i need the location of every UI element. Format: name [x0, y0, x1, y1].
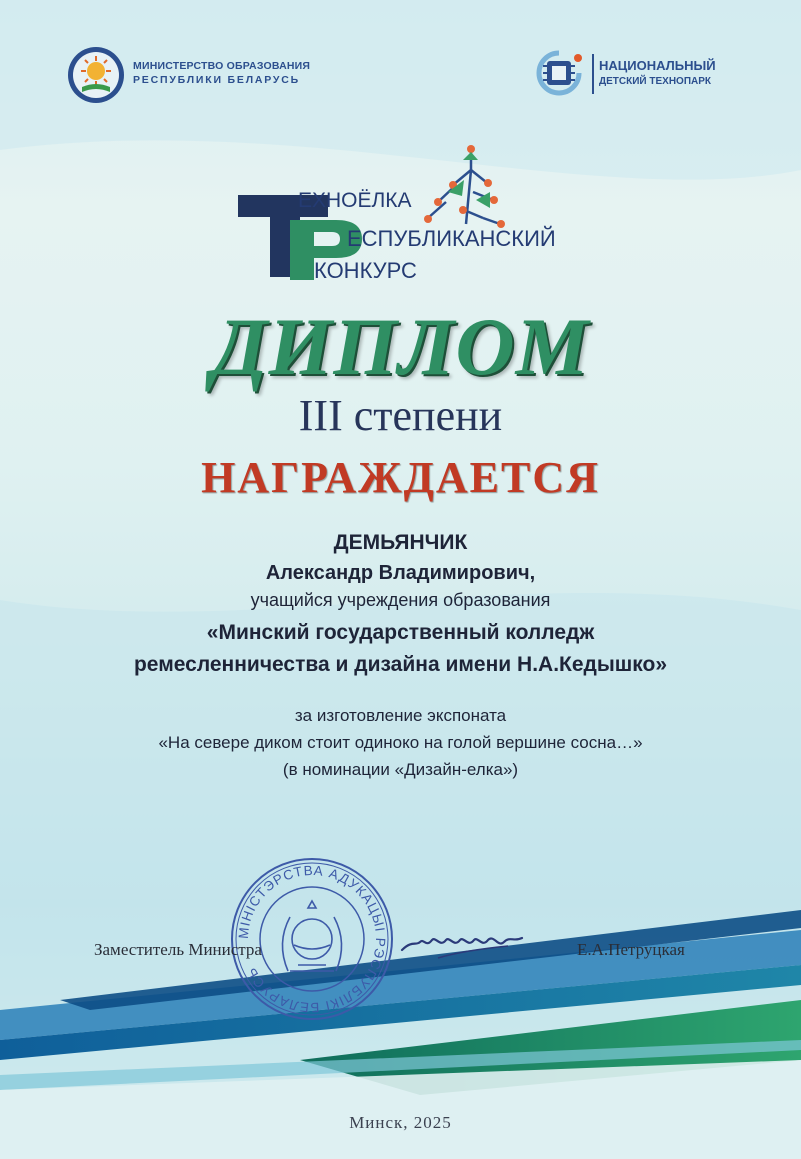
handwritten-signature	[398, 918, 528, 968]
svg-text:МІНІСТЭРСТВА АДУКАЦЫІ РЭСПУБЛІ	[236, 863, 388, 1015]
institution-line-2: ремесленничества и дизайна имени Н.А.Кедышко»	[133, 653, 668, 676]
stamp-ring-text: МІНІСТЭРСТВА АДУКАЦЫІ РЭСПУБЛІКІ БЕЛАРУСЬ	[235, 862, 389, 1016]
technopark-chip-icon	[533, 49, 585, 97]
reason-line-1: за изготовление экспоната	[294, 706, 507, 725]
contest-line-3: КОНКУРС	[314, 258, 417, 283]
awarded-heading: НАГРАЖДАЕТСЯ	[201, 453, 600, 502]
technopark-line-2: ДЕТСКИЙ ТЕХНОПАРК	[599, 76, 712, 87]
signer-name: Е.А.Петруцкая	[577, 940, 685, 959]
contest-line-1: ЕХНОЁЛКА	[298, 189, 412, 212]
recipient-name: Александр Владимирович,	[265, 562, 536, 584]
recipient-role: учащийся учреждения образования	[250, 590, 551, 610]
signature-position: Заместитель Министра	[94, 940, 262, 959]
city-year: Минск, 2025	[349, 1113, 452, 1132]
diploma-title: ДИПЛОМ	[211, 301, 590, 392]
ministry-emblem-icon	[66, 45, 126, 105]
technopark-line-1: НАЦИОНАЛЬНЫЙ	[599, 58, 716, 73]
institution-line-1: «Минский государственный колледж	[206, 621, 595, 644]
ministry-name	[133, 60, 333, 86]
ministry-line-2: РЕСПУБЛИКИ БЕЛАРУСЬ	[133, 74, 300, 86]
official-stamp	[228, 853, 396, 1025]
technopark-name	[599, 58, 716, 87]
nomination: (в номинации «Дизайн-елка»)	[282, 760, 519, 779]
technopark-divider	[592, 54, 594, 94]
contest-line-2: ЕСПУБЛИКАНСКИЙ	[347, 226, 556, 251]
recipient-surname: ДЕМЬЯНЧИК	[333, 531, 468, 554]
belarus-emblem-icon	[282, 901, 341, 971]
ministry-line-1: МИНИСТЕРСТВО ОБРАЗОВАНИЯ	[133, 60, 311, 72]
degree-title: III степени	[298, 391, 503, 440]
exhibit-title: «На севере диком стоит одиноко на голой вершине сосна…»	[158, 733, 643, 752]
